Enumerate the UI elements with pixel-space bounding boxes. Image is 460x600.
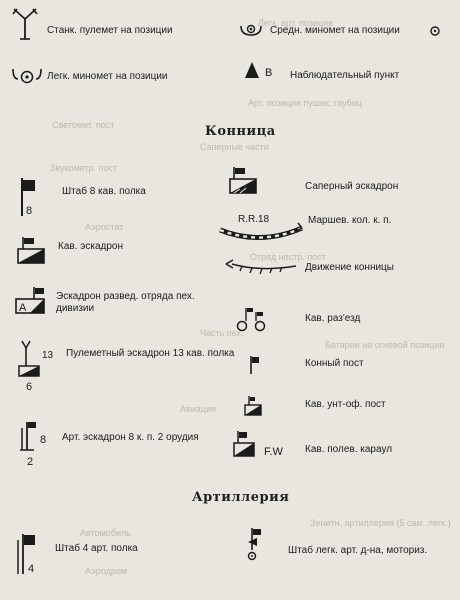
ghost-text: Батареи на огневой позиции	[325, 340, 445, 350]
ghost-text: Арт. позиция пушек, гаубиц	[248, 98, 362, 108]
art-squadron-number-bottom: 2	[27, 456, 34, 468]
label-shtab-4-art: Штаб 4 арт. полка	[55, 543, 138, 554]
ghost-text: Автомобиль	[80, 528, 131, 538]
label-art-eskadron: Арт. эскадрон 8 к. п. 2 орудия	[62, 432, 199, 443]
label-konny-post: Конный пост	[305, 358, 364, 369]
ghost-text: Часть пех.	[200, 328, 244, 338]
march-column-text: R.R.18	[238, 214, 270, 225]
ghost-text: Саперные части	[200, 142, 269, 152]
cavalry-squadron-flag-icon	[14, 236, 48, 266]
field-guard-icon	[230, 430, 292, 460]
small-circle-icon	[428, 24, 442, 38]
label-eskadron-razved: Эскадрон развед. отряда пех. дивизии	[56, 291, 195, 314]
label-sredn-minomet: Средн. миномет на позиции	[270, 25, 400, 36]
label-saperny-eskadron: Саперный эскадрон	[305, 181, 399, 192]
mg-squadron-number-bottom: 6	[26, 381, 33, 393]
cavalry-patrol-icon	[234, 304, 270, 334]
observation-post-letter: В	[265, 67, 273, 79]
cavalry-post-flag-icon	[247, 354, 263, 376]
label-nabl-punkt: Наблюдательный пункт	[290, 70, 400, 81]
label-dvizhenie: Движение конницы	[305, 262, 394, 273]
cavalry-movement-arrow-icon	[220, 256, 300, 278]
observation-post-icon	[244, 60, 260, 80]
section-heading-artillery: Артиллерия	[192, 490, 290, 505]
section-heading-cavalry: Конница	[205, 124, 276, 139]
nco-post-icon	[242, 395, 264, 417]
recon-squadron-letter: A	[19, 302, 27, 314]
ghost-text: Зенитн. артиллерия (5 сам. легк.)	[310, 518, 451, 528]
label-shtab-legk-art: Штаб легк. арт. д-на, моториз.	[288, 545, 428, 556]
ghost-text: Отряд нестр. пост	[250, 252, 326, 262]
label-legk-minomet: Легк. миномет на позиции	[47, 71, 168, 82]
cavalry-hq-flag-icon	[16, 176, 42, 218]
cavalry-hq-number: 8	[26, 205, 33, 217]
machine-gun-position-icon	[8, 5, 42, 45]
recon-squadron-icon	[12, 286, 48, 316]
ghost-text: Звукометр. пост	[50, 163, 118, 173]
march-column-icon	[216, 212, 306, 242]
art-squadron-number-top: 8	[40, 434, 47, 446]
label-kav-razezd: Кав. раз'езд	[305, 313, 361, 324]
label-kav-eskadron: Кав. эскадрон	[58, 241, 123, 252]
ghost-text: Легк. арт. позиция	[258, 18, 334, 28]
artillery-hq-number: 4	[28, 563, 35, 575]
label-kav-polev-karaul: Кав. полев. караул	[305, 444, 393, 455]
artillery-squadron-icon	[18, 418, 58, 470]
label-marsh-kol: Маршев. кол. к. п.	[308, 215, 392, 226]
motorized-artillery-hq-icon	[246, 526, 268, 566]
light-mortar-icon	[10, 66, 44, 86]
medium-mortar-icon	[238, 20, 264, 38]
ghost-text: Аэродром	[85, 566, 128, 576]
ghost-text: Светомет. пост	[52, 120, 115, 130]
field-guard-text: F.W	[264, 446, 283, 458]
label-shtab-8-kav: Штаб 8 кав. полка	[62, 186, 146, 197]
mg-squadron-number-top: 13	[42, 350, 54, 361]
sapper-squadron-flag-icon	[226, 166, 260, 196]
label-kav-unt-of: Кав. унт-оф. пост	[305, 399, 386, 410]
artillery-hq-flag-icon	[14, 530, 44, 578]
ghost-text: Аэростат	[85, 222, 124, 232]
mg-squadron-icon	[14, 336, 62, 392]
label-stank-pulemet: Станк. пулемет на позиции	[47, 25, 173, 36]
label-pulem-eskadron: Пулеметный эскадрон 13 кав. полка	[66, 348, 235, 359]
ghost-text: Авиация	[180, 404, 216, 414]
